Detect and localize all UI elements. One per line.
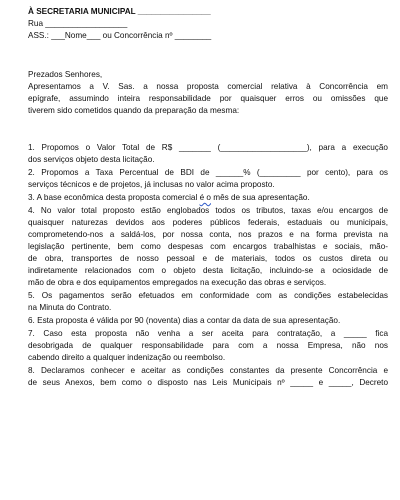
item-4-line: mão de obra e dos equipamentos empregados na execução das obras e serviços.: [28, 278, 327, 287]
header-rua: Rua __________________: [28, 19, 128, 28]
header-title: À SECRETARIA MUNICIPAL ________________: [28, 7, 211, 16]
item-2-line: serviços técnicos e de projetos, já inclusas no valor acima proposto.: [28, 180, 275, 189]
item-4-line: de obra, transportes de nosso pessoal e de materiais, todos os custos direta ou: [28, 254, 388, 263]
item-6: [28, 315, 388, 327]
spellcheck-marked-text: é o: [199, 193, 211, 202]
header-ass: ASS.: ___Nome___ ou Concorrência nº ________: [28, 31, 212, 40]
intro-line: epígrafe, assumindo inteira responsabilidade por quaisquer erros ou omissões que: [28, 94, 388, 103]
item-1: [28, 142, 388, 166]
item-1-line: 1. Propomos o Valor Total de R$ _______ (___________________), para a execução: [28, 143, 388, 152]
item-8-line: de seus Anexos, bem como o disposto nas Leis Municipais nº _____ e _____, Decreto: [28, 378, 388, 387]
item-4-line: quaisquer naturezas devidos aos poderes públicos federais, estaduais ou municipais,: [28, 218, 388, 227]
item-4-line: legislação pertinente, bem como despesas com encargos trabalhistas e sociais, mão-: [28, 242, 388, 251]
item-4-line: comprometendo-nos a saldá-los, por nossa conta, nos prazos e na forma prevista na: [28, 230, 388, 239]
item-5-line: na Minuta do Contrato.: [28, 303, 112, 312]
item-2-line: 2. Propomos a Taxa Percentual de BDI de ______% (_________ por cento), para os: [28, 168, 388, 177]
item-7-line: cabendo direito a qualquer indenização ou reembolso.: [28, 353, 226, 362]
greeting: Prezados Senhores,: [28, 70, 103, 79]
item-1-line: dos serviços objeto desta licitação.: [28, 155, 155, 164]
intro-line: Apresentamos a V. Sas. a nossa proposta comercial relativa à Concorrência em: [28, 82, 388, 91]
item-6-line: 6. Esta proposta é válida por 90 (noventa) dias a contar da data de sua apresentação.: [28, 316, 341, 325]
item-8: [28, 365, 388, 389]
item-4-line: 4. No valor total proposto estão englobados todos os tributos, taxas e/ou encargos de: [28, 206, 388, 215]
item-5: [28, 290, 388, 314]
intro-line: tiverem sido cometidos quando da preparação da mesma:: [28, 106, 240, 115]
item-7-line: desobrigada de qualquer responsabilidade para com a nossa Empresa, não nos: [28, 341, 388, 350]
item-2: [28, 167, 388, 191]
item-4: [28, 205, 388, 289]
item-3-text-b: mês de sua apresentação.: [210, 193, 310, 202]
item-3: [28, 192, 388, 204]
item-7-line: 7. Caso esta proposta não venha a ser aceita para contratação, a _____ fica: [28, 329, 388, 338]
item-7: [28, 328, 388, 364]
item-3-text-a: 3. A base econômica desta proposta comercial: [28, 193, 200, 202]
item-8-line: 8. Declaramos conhecer e aceitar as condições constantes da presente Concorrência e: [28, 366, 388, 375]
intro-paragraph: [28, 81, 388, 117]
item-3-line: [28, 192, 388, 204]
item-4-line: indiretamente relacionados com o objeto desta licitação, incluindo-se a ociosidade de: [28, 266, 388, 275]
item-5-line: 5. Os pagamentos serão efetuados em conformidade com as condições estabelecidas: [28, 291, 388, 300]
